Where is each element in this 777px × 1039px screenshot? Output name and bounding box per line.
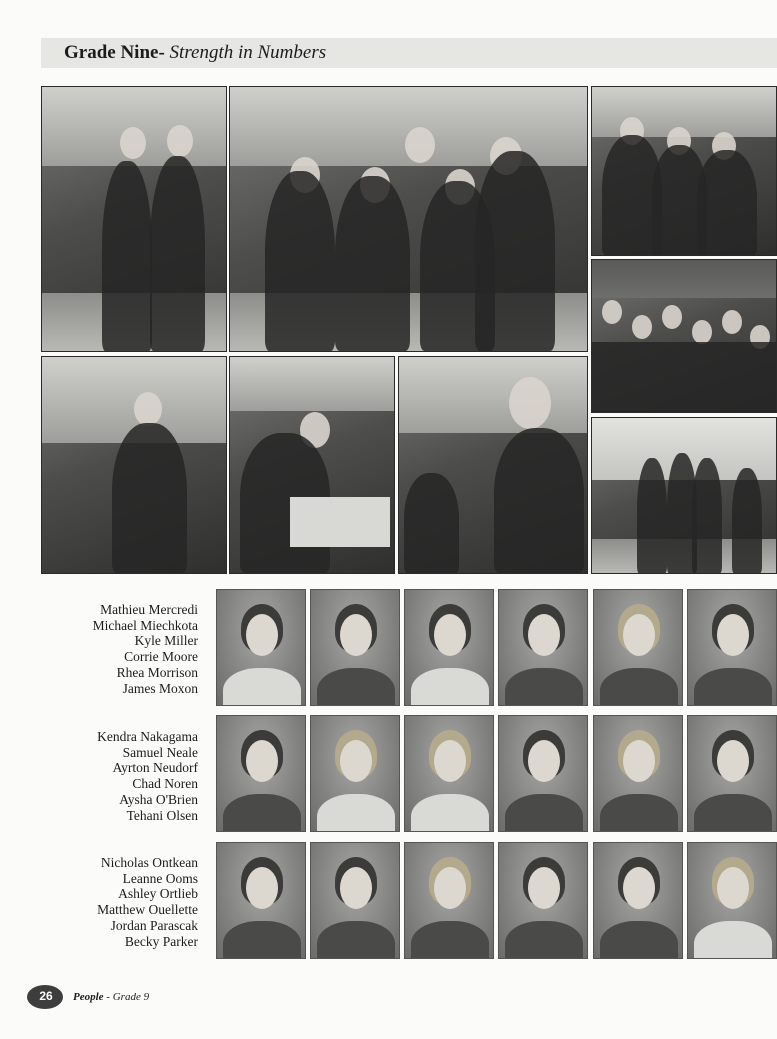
candid-photo-gym-line (591, 417, 777, 574)
student-name: Chad Noren (132, 776, 198, 792)
names-group-2 (40, 729, 198, 823)
student-portrait (498, 842, 588, 959)
student-portrait (687, 842, 777, 959)
student-portrait (216, 715, 306, 832)
student-portrait (404, 715, 494, 832)
student-name: Becky Parker (124, 933, 198, 949)
student-name: Tehani Olsen (126, 807, 198, 823)
page-title-subtitle: Strength in Numbers (169, 42, 327, 63)
student-name: Aysha O'Brien (119, 791, 198, 807)
student-portrait (310, 842, 400, 959)
footer-separator: - (103, 991, 113, 1003)
student-name: Leanne Ooms (122, 870, 198, 886)
student-name: James Moxon (122, 680, 198, 696)
student-name: Corrie Moore (124, 649, 198, 665)
student-portrait (404, 589, 494, 706)
candid-photo-group-gym (229, 86, 588, 352)
student-portrait (216, 842, 306, 959)
footer-section: People (73, 991, 104, 1003)
student-name: Matthew Ouellette (97, 902, 198, 918)
candid-photo-students-group (591, 86, 777, 256)
candid-photo-classroom-desk (229, 356, 395, 574)
footer-section-label (73, 991, 149, 1003)
student-portrait (216, 589, 306, 706)
candid-photo-classroom-girl (398, 356, 588, 574)
student-name: Mathieu Mercredi (100, 602, 198, 617)
footer-subsection: Grade 9 (112, 991, 150, 1003)
candid-photo-seated-student (41, 356, 227, 574)
student-portrait (593, 842, 683, 959)
student-name: Michael Miechkota (92, 617, 198, 633)
page-number: 26 (39, 989, 53, 1003)
student-portrait (593, 715, 683, 832)
student-name: Ashley Ortlieb (118, 886, 198, 902)
student-name: Ayrton Neudorf (112, 760, 198, 776)
student-portrait (498, 715, 588, 832)
candid-photo-two-girls (41, 86, 227, 352)
student-portrait (593, 589, 683, 706)
student-portrait (498, 589, 588, 706)
names-group-1 (40, 602, 198, 696)
page-title-grade: Grade Nine- (64, 42, 165, 63)
student-portrait (310, 589, 400, 706)
student-name: Kendra Nakagama (97, 729, 198, 744)
student-portrait (310, 715, 400, 832)
student-name: Samuel Neale (122, 744, 198, 760)
names-group-3 (40, 855, 198, 949)
student-portrait (687, 589, 777, 706)
student-name: Rhea Morrison (116, 664, 198, 680)
page-title (64, 41, 326, 65)
student-portrait (404, 842, 494, 959)
candid-photo-crowd (591, 259, 777, 413)
student-name: Kyle Miller (134, 633, 198, 649)
student-name: Nicholas Ontkean (100, 855, 198, 870)
student-portrait (687, 715, 777, 832)
student-name: Jordan Parascak (110, 917, 198, 933)
